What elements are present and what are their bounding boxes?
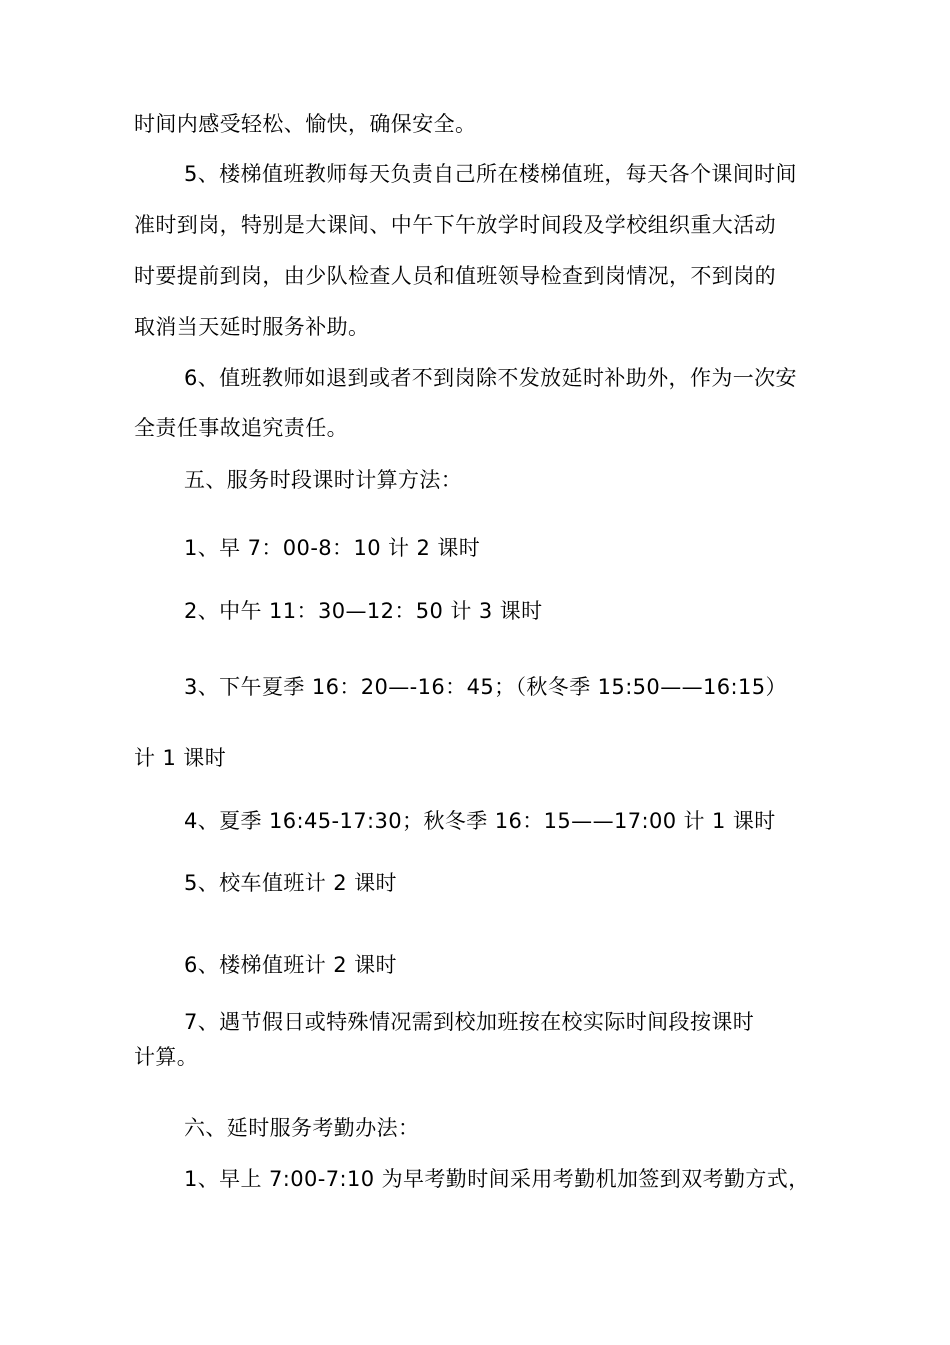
text-line: 时间内感受轻松、愉快，确保安全。 — [134, 112, 477, 136]
text-line: 2、中午 11：30—12：50 计 3 课时 — [184, 599, 543, 623]
text-line: 时要提前到岗，由少队检查人员和值班领导检查到岗情况，不到岗的 — [134, 264, 776, 288]
text-line: 1、早上 7:00-7:10 为早考勤时间采用考勤机加签到双考勤方式， — [184, 1167, 810, 1191]
text-line: 计 1 课时 — [134, 746, 227, 770]
text-line: 7、遇节假日或特殊情况需到校加班按在校实际时间段按课时 — [184, 1010, 755, 1034]
section-heading: 六、延时服务考勤办法： — [184, 1116, 420, 1140]
text-line: 全责任事故追究责任。 — [134, 416, 348, 440]
text-line: 1、早 7：00-8：10 计 2 课时 — [184, 536, 481, 560]
text-line: 5、楼梯值班教师每天负责自己所在楼梯值班，每天各个课间时间 — [184, 162, 797, 186]
text-line: 取消当天延时服务补助。 — [134, 315, 370, 339]
text-line: 6、值班教师如退到或者不到岗除不发放延时补助外，作为一次安 — [184, 366, 797, 390]
text-line: 5、校车值班计 2 课时 — [184, 871, 397, 895]
text-line: 3、下午夏季 16：20—-16：45；（秋冬季 15:50——16:15） — [184, 675, 787, 699]
section-heading: 五、服务时段课时计算方法： — [184, 468, 463, 492]
text-line: 计算。 — [134, 1045, 199, 1069]
text-line: 准时到岗，特别是大课间、中午下午放学时间段及学校组织重大活动 — [134, 213, 776, 237]
text-line: 6、楼梯值班计 2 课时 — [184, 953, 397, 977]
text-line: 4、夏季 16:45-17:30；秋冬季 16：15——17:00 计 1 课时 — [184, 809, 776, 833]
